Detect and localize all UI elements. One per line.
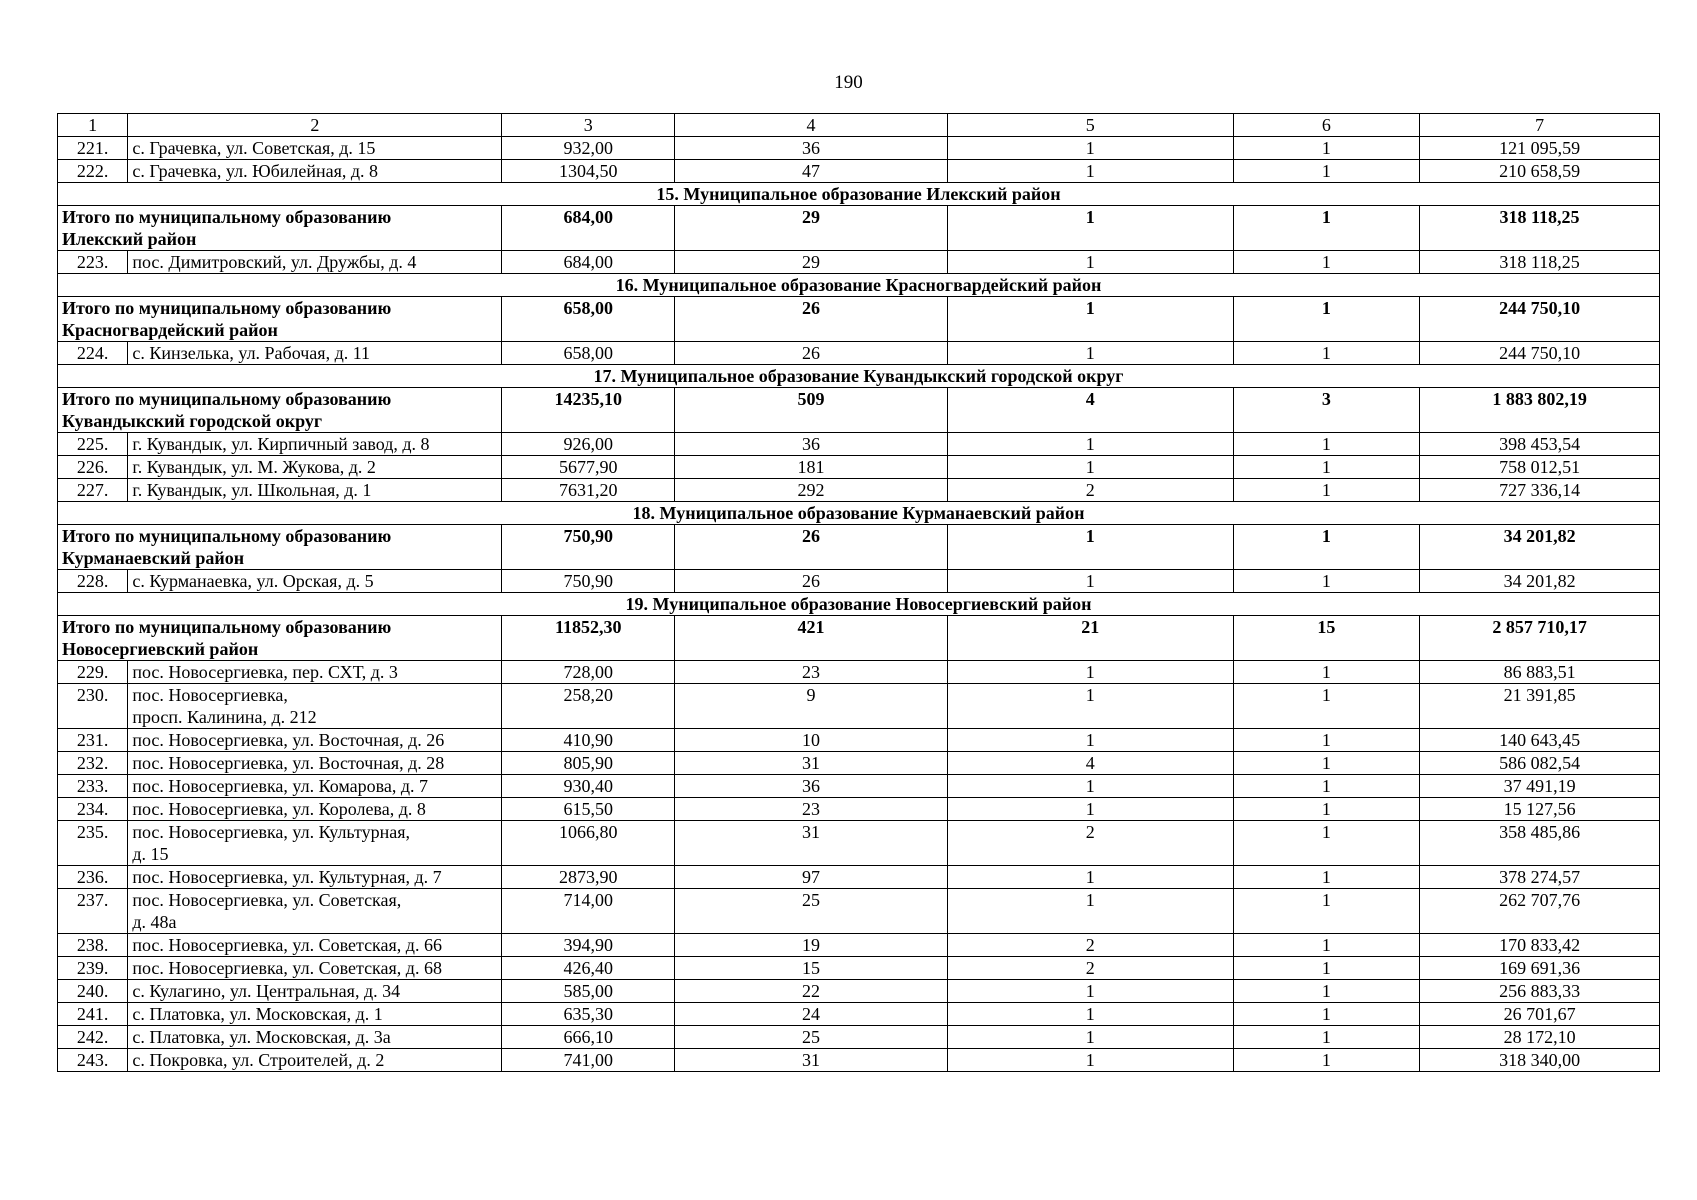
col-5-value: 1 <box>947 456 1233 479</box>
row-number: 239. <box>58 957 128 980</box>
subtotal-amount: 244 750,10 <box>1420 297 1660 342</box>
col-6-value: 1 <box>1233 456 1420 479</box>
address-line: пос. Новосергиевка, ул. Культурная, <box>132 822 410 842</box>
residents: 31 <box>675 1049 948 1072</box>
subtotal-residents: 26 <box>675 297 948 342</box>
col-6-value: 1 <box>1233 661 1420 684</box>
column-number-row <box>58 114 1660 137</box>
subtotal-col-6-value: 1 <box>1233 206 1420 251</box>
col-5-value: 1 <box>947 980 1233 1003</box>
table-row <box>58 798 1660 821</box>
address-line: пос. Новосергиевка, <box>132 685 288 705</box>
col-6-value: 1 <box>1233 251 1420 274</box>
table-row <box>58 342 1660 365</box>
residents: 36 <box>675 433 948 456</box>
table-row <box>58 456 1660 479</box>
col-5-value: 1 <box>947 137 1233 160</box>
address: с. Платовка, ул. Московская, д. 1 <box>128 1003 502 1026</box>
area: 805,90 <box>502 752 675 775</box>
residents: 31 <box>675 752 948 775</box>
area: 926,00 <box>502 433 675 456</box>
address-line: д. 15 <box>132 844 169 864</box>
residents: 25 <box>675 889 948 934</box>
residents: 47 <box>675 160 948 183</box>
row-number: 226. <box>58 456 128 479</box>
area: 684,00 <box>502 251 675 274</box>
table-row <box>58 684 1660 729</box>
col-6-value: 1 <box>1233 889 1420 934</box>
col-6-value: 1 <box>1233 934 1420 957</box>
section-title: 19. Муниципальное образование Новосергиевский район <box>58 593 1660 616</box>
residents: 181 <box>675 456 948 479</box>
subtotal-row <box>58 388 1660 433</box>
subtotal-residents: 26 <box>675 525 948 570</box>
table-row <box>58 934 1660 957</box>
row-number: 242. <box>58 1026 128 1049</box>
subtotal-label-line: Итого по муниципальному образованию <box>62 207 392 227</box>
col-5-value: 1 <box>947 342 1233 365</box>
area: 615,50 <box>502 798 675 821</box>
row-number: 229. <box>58 661 128 684</box>
col-6-value: 1 <box>1233 1026 1420 1049</box>
col-6-value: 1 <box>1233 570 1420 593</box>
column-number: 3 <box>502 114 675 137</box>
col-6-value: 1 <box>1233 684 1420 729</box>
row-number: 240. <box>58 980 128 1003</box>
subtotal-label-line: Итого по муниципальному образованию <box>62 526 392 546</box>
subtotal-label <box>58 525 502 570</box>
residents: 292 <box>675 479 948 502</box>
row-number: 235. <box>58 821 128 866</box>
section-title: 18. Муниципальное образование Курманаевский район <box>58 502 1660 525</box>
table-row <box>58 1026 1660 1049</box>
address: пос. Новосергиевка, ул. Восточная, д. 26 <box>128 729 502 752</box>
table-row <box>58 479 1660 502</box>
col-6-value: 1 <box>1233 866 1420 889</box>
subtotal-amount: 318 118,25 <box>1420 206 1660 251</box>
area: 585,00 <box>502 980 675 1003</box>
amount: 34 201,82 <box>1420 570 1660 593</box>
col-6-value: 1 <box>1233 775 1420 798</box>
amount: 244 750,10 <box>1420 342 1660 365</box>
column-number: 5 <box>947 114 1233 137</box>
column-number: 7 <box>1420 114 1660 137</box>
amount: 21 391,85 <box>1420 684 1660 729</box>
col-6-value: 1 <box>1233 160 1420 183</box>
residents: 15 <box>675 957 948 980</box>
amount: 586 082,54 <box>1420 752 1660 775</box>
address: с. Кинзелька, ул. Рабочая, д. 11 <box>128 342 502 365</box>
subtotal-label <box>58 616 502 661</box>
residents: 24 <box>675 1003 948 1026</box>
subtotal-row <box>58 616 1660 661</box>
col-6-value: 1 <box>1233 957 1420 980</box>
section-heading-row <box>58 183 1660 206</box>
col-5-value: 1 <box>947 798 1233 821</box>
subtotal-label <box>58 388 502 433</box>
subtotal-area: 14235,10 <box>502 388 675 433</box>
residents: 36 <box>675 137 948 160</box>
col-5-value: 1 <box>947 1026 1233 1049</box>
row-number: 224. <box>58 342 128 365</box>
subtotal-residents: 509 <box>675 388 948 433</box>
section-heading-row <box>58 274 1660 297</box>
amount: 256 883,33 <box>1420 980 1660 1003</box>
column-number: 6 <box>1233 114 1420 137</box>
table-row <box>58 1049 1660 1072</box>
address <box>128 821 502 866</box>
amount: 262 707,76 <box>1420 889 1660 934</box>
col-5-value: 2 <box>947 479 1233 502</box>
subtotal-col-6-value: 1 <box>1233 525 1420 570</box>
col-6-value: 1 <box>1233 752 1420 775</box>
area: 426,40 <box>502 957 675 980</box>
column-number: 4 <box>675 114 948 137</box>
row-number: 230. <box>58 684 128 729</box>
address <box>128 684 502 729</box>
area: 741,00 <box>502 1049 675 1072</box>
address: с. Кулагино, ул. Центральная, д. 34 <box>128 980 502 1003</box>
amount: 758 012,51 <box>1420 456 1660 479</box>
row-number: 232. <box>58 752 128 775</box>
section-title: 15. Муниципальное образование Илекский район <box>58 183 1660 206</box>
address: с. Грачевка, ул. Советская, д. 15 <box>128 137 502 160</box>
col-5-value: 1 <box>947 1003 1233 1026</box>
col-5-value: 1 <box>947 433 1233 456</box>
subtotal-label-line: Итого по муниципальному образованию <box>62 617 392 637</box>
amount: 318 118,25 <box>1420 251 1660 274</box>
table-row <box>58 980 1660 1003</box>
table-row <box>58 821 1660 866</box>
row-number: 231. <box>58 729 128 752</box>
address: с. Платовка, ул. Московская, д. 3а <box>128 1026 502 1049</box>
address: с. Курманаевка, ул. Орская, д. 5 <box>128 570 502 593</box>
col-5-value: 1 <box>947 775 1233 798</box>
row-number: 225. <box>58 433 128 456</box>
area: 932,00 <box>502 137 675 160</box>
row-number: 237. <box>58 889 128 934</box>
address-line: пос. Новосергиевка, ул. Советская, <box>132 890 402 910</box>
row-number: 233. <box>58 775 128 798</box>
amount: 358 485,86 <box>1420 821 1660 866</box>
col-5-value: 2 <box>947 821 1233 866</box>
amount: 121 095,59 <box>1420 137 1660 160</box>
subtotal-area: 750,90 <box>502 525 675 570</box>
area: 728,00 <box>502 661 675 684</box>
col-6-value: 1 <box>1233 1049 1420 1072</box>
row-number: 227. <box>58 479 128 502</box>
subtotal-row <box>58 297 1660 342</box>
subtotal-col-5-value: 21 <box>947 616 1233 661</box>
subtotal-area: 684,00 <box>502 206 675 251</box>
amount: 28 172,10 <box>1420 1026 1660 1049</box>
address: с. Покровка, ул. Строителей, д. 2 <box>128 1049 502 1072</box>
subtotal-col-5-value: 1 <box>947 206 1233 251</box>
subtotal-amount: 2 857 710,17 <box>1420 616 1660 661</box>
subtotal-label-line: Курманаевский район <box>62 548 245 568</box>
area: 2873,90 <box>502 866 675 889</box>
table-row <box>58 251 1660 274</box>
amount: 398 453,54 <box>1420 433 1660 456</box>
amount: 15 127,56 <box>1420 798 1660 821</box>
col-5-value: 1 <box>947 251 1233 274</box>
subtotal-label-line: Новосергиевский район <box>62 639 259 659</box>
residents: 36 <box>675 775 948 798</box>
amount: 26 701,67 <box>1420 1003 1660 1026</box>
table-row <box>58 661 1660 684</box>
amount: 37 491,19 <box>1420 775 1660 798</box>
amount: 727 336,14 <box>1420 479 1660 502</box>
residents: 23 <box>675 661 948 684</box>
col-5-value: 1 <box>947 684 1233 729</box>
table-row <box>58 957 1660 980</box>
residents: 10 <box>675 729 948 752</box>
address: пос. Димитровский, ул. Дружбы, д. 4 <box>128 251 502 274</box>
subtotal-amount: 1 883 802,19 <box>1420 388 1660 433</box>
col-6-value: 1 <box>1233 479 1420 502</box>
section-heading-row <box>58 593 1660 616</box>
table-row <box>58 729 1660 752</box>
registry-table <box>57 113 1660 1072</box>
residents: 29 <box>675 251 948 274</box>
col-6-value: 1 <box>1233 980 1420 1003</box>
col-5-value: 1 <box>947 866 1233 889</box>
subtotal-col-6-value: 1 <box>1233 297 1420 342</box>
section-heading-row <box>58 502 1660 525</box>
subtotal-row <box>58 525 1660 570</box>
table-row <box>58 866 1660 889</box>
page-number: 190 <box>834 72 863 93</box>
col-5-value: 1 <box>947 160 1233 183</box>
col-5-value: 2 <box>947 934 1233 957</box>
subtotal-col-5-value: 1 <box>947 525 1233 570</box>
subtotal-area: 658,00 <box>502 297 675 342</box>
col-6-value: 1 <box>1233 798 1420 821</box>
area: 258,20 <box>502 684 675 729</box>
address: пос. Новосергиевка, ул. Советская, д. 68 <box>128 957 502 980</box>
area: 1066,80 <box>502 821 675 866</box>
table-row <box>58 752 1660 775</box>
amount: 378 274,57 <box>1420 866 1660 889</box>
area: 1304,50 <box>502 160 675 183</box>
address: пос. Новосергиевка, ул. Советская, д. 66 <box>128 934 502 957</box>
row-number: 221. <box>58 137 128 160</box>
row-number: 234. <box>58 798 128 821</box>
amount: 86 883,51 <box>1420 661 1660 684</box>
residents: 97 <box>675 866 948 889</box>
col-6-value: 1 <box>1233 137 1420 160</box>
amount: 140 643,45 <box>1420 729 1660 752</box>
subtotal-label-line: Итого по муниципальному образованию <box>62 389 392 409</box>
area: 666,10 <box>502 1026 675 1049</box>
subtotal-residents: 29 <box>675 206 948 251</box>
area: 714,00 <box>502 889 675 934</box>
row-number: 236. <box>58 866 128 889</box>
address: с. Грачевка, ул. Юбилейная, д. 8 <box>128 160 502 183</box>
col-6-value: 1 <box>1233 729 1420 752</box>
table-row <box>58 775 1660 798</box>
row-number: 238. <box>58 934 128 957</box>
address: пос. Новосергиевка, ул. Культурная, д. 7 <box>128 866 502 889</box>
residents: 19 <box>675 934 948 957</box>
area: 410,90 <box>502 729 675 752</box>
area: 658,00 <box>502 342 675 365</box>
subtotal-col-6-value: 3 <box>1233 388 1420 433</box>
residents: 22 <box>675 980 948 1003</box>
address: пос. Новосергиевка, ул. Восточная, д. 28 <box>128 752 502 775</box>
table-row <box>58 1003 1660 1026</box>
subtotal-label-line: Итого по муниципальному образованию <box>62 298 392 318</box>
col-5-value: 1 <box>947 729 1233 752</box>
row-number: 228. <box>58 570 128 593</box>
row-number: 241. <box>58 1003 128 1026</box>
subtotal-label <box>58 297 502 342</box>
amount: 170 833,42 <box>1420 934 1660 957</box>
subtotal-amount: 34 201,82 <box>1420 525 1660 570</box>
section-title: 17. Муниципальное образование Кувандыкский городской округ <box>58 365 1660 388</box>
residents: 23 <box>675 798 948 821</box>
col-6-value: 1 <box>1233 342 1420 365</box>
col-6-value: 1 <box>1233 433 1420 456</box>
column-number: 1 <box>58 114 128 137</box>
area: 394,90 <box>502 934 675 957</box>
area: 7631,20 <box>502 479 675 502</box>
residents: 31 <box>675 821 948 866</box>
amount: 169 691,36 <box>1420 957 1660 980</box>
column-number: 2 <box>128 114 502 137</box>
col-5-value: 2 <box>947 957 1233 980</box>
area: 930,40 <box>502 775 675 798</box>
address: пос. Новосергиевка, пер. СХТ, д. 3 <box>128 661 502 684</box>
section-title: 16. Муниципальное образование Красногвардейский район <box>58 274 1660 297</box>
area: 5677,90 <box>502 456 675 479</box>
table-row <box>58 160 1660 183</box>
address: г. Кувандык, ул. М. Жукова, д. 2 <box>128 456 502 479</box>
row-number: 223. <box>58 251 128 274</box>
row-number: 222. <box>58 160 128 183</box>
subtotal-label-line: Илекский район <box>62 229 197 249</box>
residents: 26 <box>675 342 948 365</box>
col-5-value: 1 <box>947 661 1233 684</box>
address: пос. Новосергиевка, ул. Королева, д. 8 <box>128 798 502 821</box>
subtotal-label-line: Кувандыкский городской округ <box>62 411 323 431</box>
col-6-value: 1 <box>1233 1003 1420 1026</box>
residents: 26 <box>675 570 948 593</box>
area: 635,30 <box>502 1003 675 1026</box>
residents: 25 <box>675 1026 948 1049</box>
table-row <box>58 889 1660 934</box>
col-6-value: 1 <box>1233 821 1420 866</box>
table-row <box>58 137 1660 160</box>
table-row <box>58 433 1660 456</box>
address <box>128 889 502 934</box>
subtotal-area: 11852,30 <box>502 616 675 661</box>
subtotal-residents: 421 <box>675 616 948 661</box>
area: 750,90 <box>502 570 675 593</box>
col-5-value: 1 <box>947 570 1233 593</box>
subtotal-col-5-value: 1 <box>947 297 1233 342</box>
address: пос. Новосергиевка, ул. Комарова, д. 7 <box>128 775 502 798</box>
table-body <box>58 114 1660 1072</box>
section-heading-row <box>58 365 1660 388</box>
address-line: д. 48а <box>132 912 177 932</box>
amount: 318 340,00 <box>1420 1049 1660 1072</box>
row-number: 243. <box>58 1049 128 1072</box>
subtotal-label-line: Красногвардейский район <box>62 320 278 340</box>
subtotal-col-6-value: 15 <box>1233 616 1420 661</box>
address-line: просп. Калинина, д. 212 <box>132 707 317 727</box>
col-5-value: 1 <box>947 889 1233 934</box>
address: г. Кувандык, ул. Школьная, д. 1 <box>128 479 502 502</box>
amount: 210 658,59 <box>1420 160 1660 183</box>
address: г. Кувандык, ул. Кирпичный завод, д. 8 <box>128 433 502 456</box>
col-5-value: 1 <box>947 1049 1233 1072</box>
subtotal-row <box>58 206 1660 251</box>
table-row <box>58 570 1660 593</box>
subtotal-label <box>58 206 502 251</box>
subtotal-col-5-value: 4 <box>947 388 1233 433</box>
col-5-value: 4 <box>947 752 1233 775</box>
residents: 9 <box>675 684 948 729</box>
